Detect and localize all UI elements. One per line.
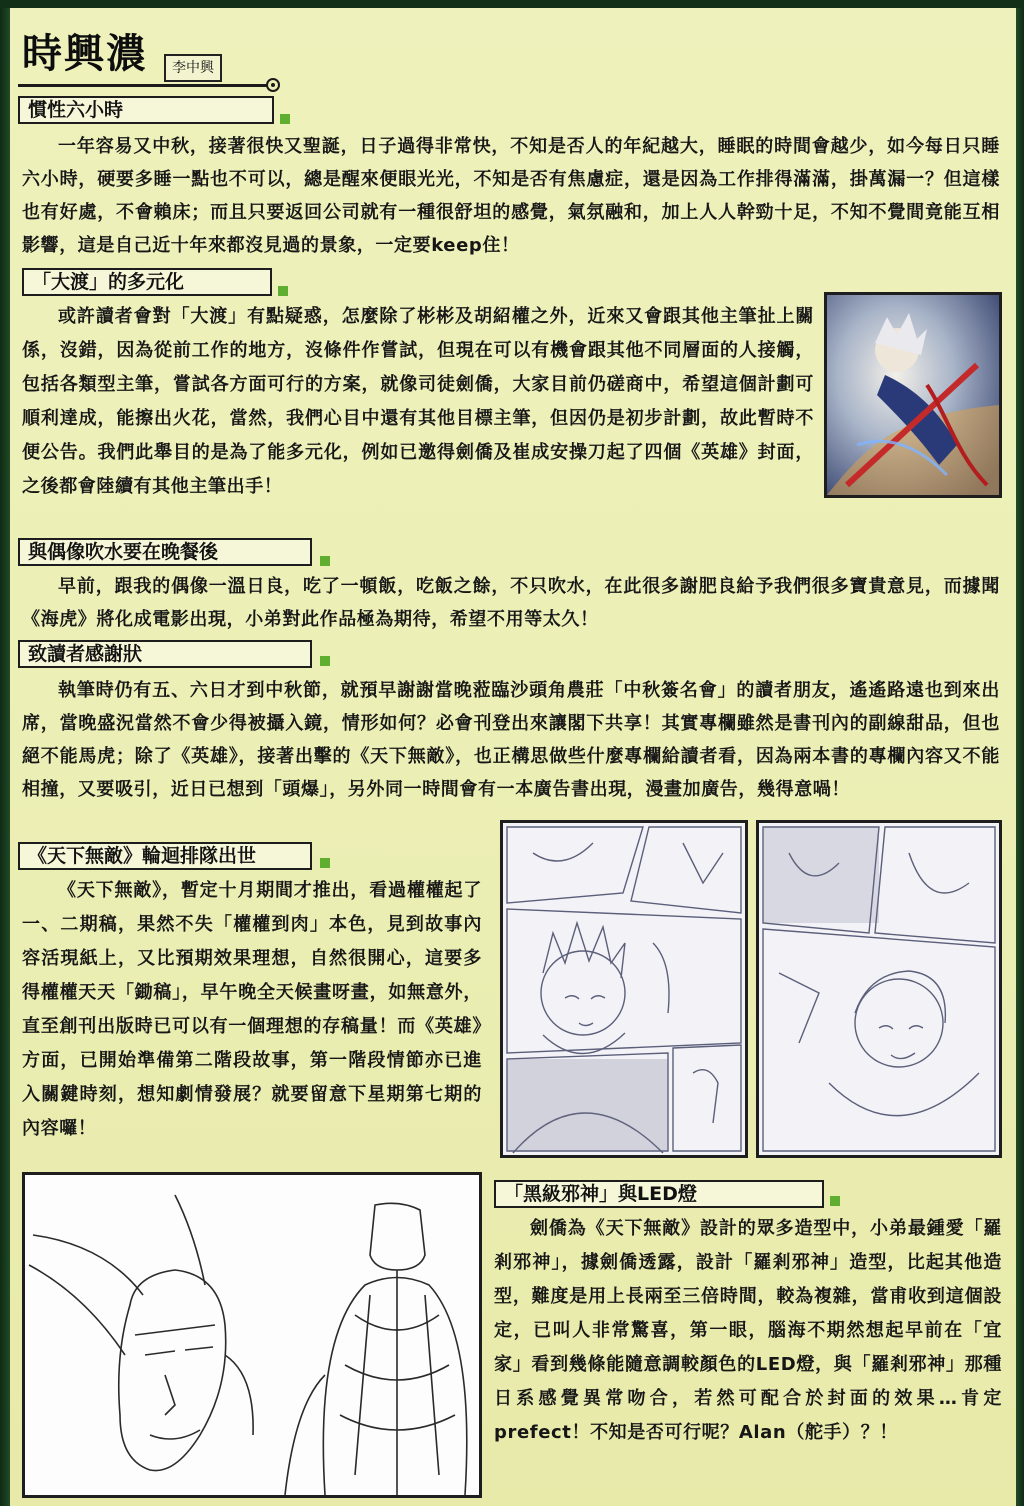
heading-square-icon bbox=[320, 556, 330, 566]
demon-character-design-image bbox=[22, 1172, 482, 1498]
heading-square-icon bbox=[280, 114, 290, 124]
section-heading-led: 「黑級邪神」與LED燈 bbox=[494, 1180, 824, 1208]
title-dot-ornament bbox=[266, 78, 280, 92]
section-text-led: 劍僑為《天下無敵》設計的眾多造型中，小弟最鍾愛「羅剎邪神」，據劍僑透露，設計「羅剎邪神」造型，比起其他造型，難度是用上長兩至三倍時間，較為複雜，當甫收到這個設定，已叫人非常驚喜，第一眼，腦海不期然想起早前在「宜家」看到幾條能隨意調較顏色的LED燈，與「羅剎邪神」那種日系感覺異常吻合，若然可配合於封面的效果…肯定prefect！不知是否可行呢？Alan（舵手）？！ bbox=[494, 1218, 1002, 1443]
heading-square-icon bbox=[320, 656, 330, 666]
section-text-invincible: 《天下無敵》，暫定十月期間才推出，看過權權起了一、二期稿，果然不失「權權到肉」本色，見到故事內容活現紙上，又比預期效果理想，自然很開心，這要多得權權天天「鋤稿」，早午晚全天候畫呀畫，如無意外，直至創刊出版時已可以有一個理想的存稿量！而《英雄》方面，已開始準備第二階段故事，第一階段情節亦已進入關鍵時刻，想知劇情發展？就要留意下星期第七期的內容囉！ bbox=[22, 880, 482, 1139]
title-underline bbox=[18, 84, 274, 87]
section-heading-sleep: 慣性六小時 bbox=[18, 96, 274, 124]
page-edge-left bbox=[0, 0, 10, 1506]
section-text-diversify: 或許讀者會對「大渡」有點疑惑，怎麼除了彬彬及胡紹權之外，近來又會跟其他主筆扯上關係，沒錯，因為從前工作的地方，沒條件作嘗試，但現在可以有機會跟其他不同層面的人接觸，包括各類型主筆，嘗試各方面可行的方案，就像司徒劍僑，大家目前仍磋商中，希望這個計劃可順利達成，能擦出火花，當然，我們心目中還有其他目標主筆，但因仍是初步計劃，故此暫時不便公告。我們此舉目的是為了能多元化，例如已邀得劍僑及崔成安操刀起了四個《英雄》封面，之後都會陸續有其他主筆出手！ bbox=[22, 306, 814, 497]
manga-sketch-page-image bbox=[756, 820, 1002, 1158]
heading-square-icon bbox=[320, 858, 330, 868]
section-text-sleep: 一年容易又中秋，接著很快又聖誕，日子過得非常快，不知是否人的年紀越大，睡眠的時間會越少，如今每日只睡六小時，硬要多睡一點也不可以，總是醒來便眼光光，不知是否有焦慮症，還是因為工作排得滿滿，掛萬漏一？但這樣也有好處，不會賴床；而且只要返回公司就有一種很舒坦的感覺，氣氛融和，加上人人幹勁十足，不知不覺間竟能互相影響，這是自己近十年來都沒見過的景象，一定要keep住！ bbox=[22, 136, 1000, 256]
section-heading-diversify: 「大渡」的多元化 bbox=[22, 268, 272, 296]
section-text-idol: 早前，跟我的偶像一溫日良，吃了一頓飯，吃飯之餘，不只吹水，在此很多謝肥良給予我們很多寶貴意見，而據聞《海虎》將化成電影出現，小弟對此作品極為期待，希望不用等太久！ bbox=[22, 576, 1000, 630]
page-edge-top bbox=[0, 0, 1024, 8]
page-edge-right bbox=[1016, 0, 1024, 1506]
heading-square-icon bbox=[278, 286, 288, 296]
section-heading-idol: 與偶像吹水要在晚餐後 bbox=[18, 538, 312, 566]
heading-square-icon bbox=[830, 1196, 840, 1206]
section-text-thanks: 執筆時仍有五、六日才到中秋節，就預早謝謝當晚蒞臨沙頭角農莊「中秋簽名會」的讀者朋友，遙遙路遠也到來出席，當晚盛況當然不會少得被攝入鏡，情形如何？必會刊登出來讓閣下共享！其實專欄雖然是書刊內的副線甜品，但也絕不能馬虎；除了《英雄》，接著出擊的《天下無敵》，也正構思做些什麼專欄給讀者看，因為兩本書的專欄內容又不能相撞，又要吸引，近日已想到「頭爆」，另外同一時間會有一本廣告書出現，漫畫加廣告，幾得意喎！ bbox=[22, 680, 1000, 800]
page-title: 時興濃 bbox=[22, 30, 148, 77]
section-heading-thanks: 致讀者感謝狀 bbox=[18, 640, 312, 668]
manga-sketch-page-image bbox=[500, 820, 748, 1158]
color-hero-illustration-image bbox=[824, 292, 1002, 498]
author-badge: 李中興 bbox=[164, 54, 222, 82]
section-heading-invincible: 《天下無敵》輪迴排隊出世 bbox=[18, 842, 312, 870]
